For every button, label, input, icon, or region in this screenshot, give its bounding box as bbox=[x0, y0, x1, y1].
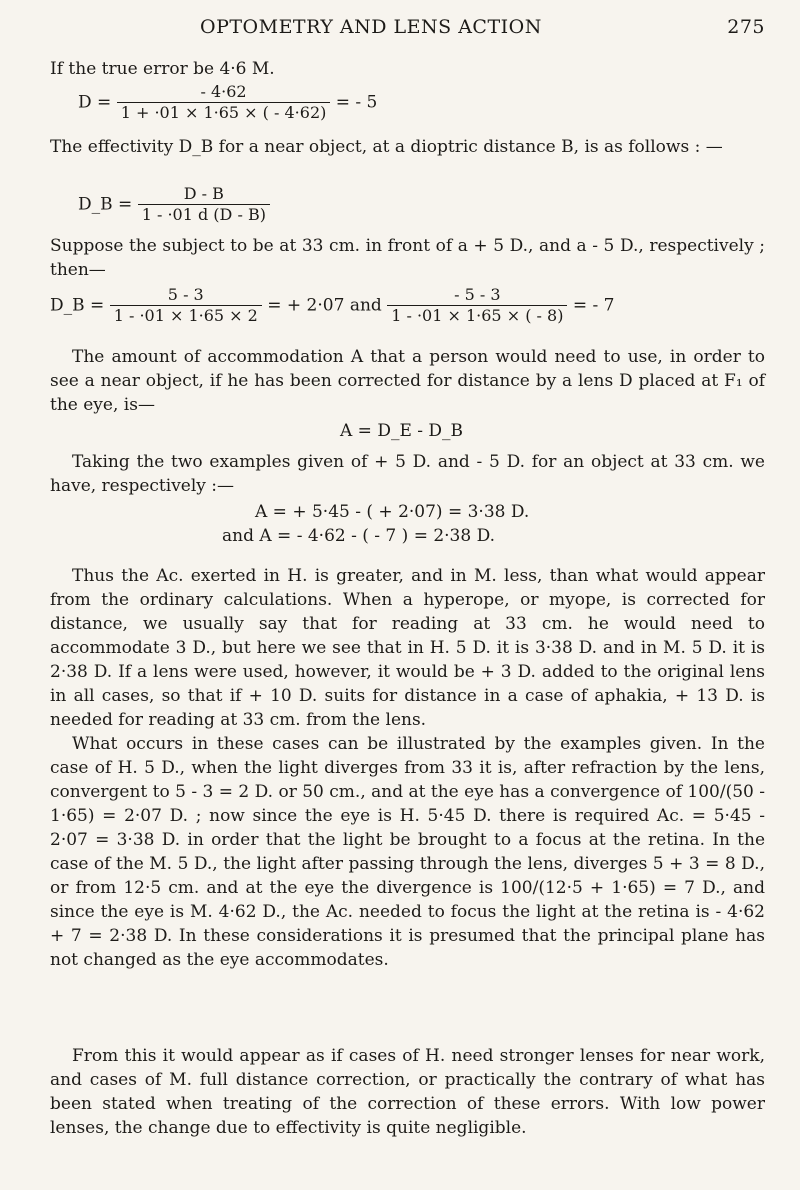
eq3-denominator-2: 1 - ·01 × 1·65 × ( - 8) bbox=[387, 305, 567, 326]
eq3-fraction-2 bbox=[387, 285, 567, 326]
eq2-numerator: D - B bbox=[183, 184, 224, 203]
eq3-denominator-1: 1 - ·01 × 1·65 × 2 bbox=[110, 305, 262, 326]
eq3-fraction-1 bbox=[110, 285, 262, 326]
suppose-text: Suppose the subject to be at 33 cm. in front of a + 5 D., and a - 5 D., respectively ; then— bbox=[50, 236, 765, 280]
amount-paragraph bbox=[50, 345, 765, 417]
taking-text: Taking the two examples given of + 5 D. and - 5 D. for an object at 33 cm. we have, respectively :— bbox=[50, 452, 765, 496]
eq1-rhs: = - 5 bbox=[335, 92, 378, 113]
eq3-lhs: D_B = bbox=[50, 295, 105, 316]
running-header bbox=[50, 16, 765, 46]
running-title: OPTOMETRY AND LENS ACTION bbox=[200, 16, 542, 38]
eq3-rhs: = - 7 bbox=[572, 295, 615, 316]
thus-text: Thus the Ac. exerted in H. is greater, and in M. less, than what would appear from the ordinary calculations. When a hyperope, or myope, is corrected for distance, we usually say that for reading at 33 cm. he would need to accommodate 3 D., but here we see that in H. 5 D. it is 3·38 D. and in M. 5 D. it is 2·38 D. If a lens were used, however, it would be + 3 D. added to the original lens in all cases, so that if + 10 D. suits for distance in a case of aphakia, + 13 D. is needed for reading at 33 cm. from the lens. bbox=[50, 566, 765, 730]
eq3-numerator-2: - 5 - 3 bbox=[454, 285, 501, 304]
what-paragraph bbox=[50, 732, 765, 972]
eq2-fraction bbox=[138, 184, 270, 225]
amount-text: The amount of accommodation A that a person would need to use, in order to see a near object, if he has been corrected for distance by a lens D placed at F₁ of the eye, is— bbox=[50, 347, 765, 415]
equation-4: A = D_E - D_B bbox=[340, 421, 464, 441]
eq1-lhs: D = bbox=[78, 92, 112, 113]
taking-paragraph bbox=[50, 450, 765, 498]
eq3-middle: = + 2·07 and bbox=[267, 295, 382, 316]
eq1-fraction bbox=[117, 82, 331, 123]
equation-3 bbox=[50, 285, 614, 326]
eq1-denominator: 1 + ·01 × 1·65 × ( - 4·62) bbox=[117, 102, 331, 123]
effectivity-paragraph bbox=[50, 135, 765, 159]
eq2-denominator: 1 - ·01 d (D - B) bbox=[138, 204, 270, 225]
equation-1 bbox=[78, 82, 377, 123]
suppose-paragraph bbox=[50, 234, 765, 282]
from-text: From this it would appear as if cases of H. need stronger lenses for near work, and cases of M. full distance correction, or practically the contrary of what has been stated when treating of the correction of these errors. With low power lenses, the change due to effectivity is quite negligible. bbox=[50, 1046, 765, 1138]
from-paragraph bbox=[50, 1044, 765, 1140]
eq2-lhs: D_B = bbox=[78, 194, 133, 215]
eq1-numerator: - 4·62 bbox=[200, 82, 247, 101]
equation-5a: A = + 5·45 - ( + 2·07) = 3·38 D. bbox=[255, 502, 530, 522]
thus-paragraph bbox=[50, 564, 765, 732]
effectivity-text: The effectivity D_B for a near object, at a dioptric distance B, is as follows : — bbox=[50, 137, 723, 157]
intro-line bbox=[50, 57, 765, 81]
what-text: What occurs in these cases can be illustrated by the examples given. In the case of H. 5 D., when the light diverges from 33 it is, after refraction by the lens, convergent to 5 - 3 = 2 D. or 50 cm., and at the eye has a convergence of 100/(50 - 1·65) = 2·07 D. ; now since the eye is H. 5·45 D. there is required Ac. = 5·45 - 2·07 = 3·38 D. in order that the light be brought to a focus at the retina. In the case of the M. 5 D., the light after passing through the lens, diverges 5 + 3 = 8 D., or from 12·5 cm. and at the eye the divergence is 100/(12·5 + 1·65) = 7 D., and since the eye is M. 4·62 D., the Ac. needed to focus the light at the retina is - 4·62 + 7 = 2·38 D. In these considerations it is presumed that the principal plane has not changed as the eye accommodates. bbox=[50, 734, 765, 970]
equation-5b: and A = - 4·62 - ( - 7 ) = 2·38 D. bbox=[222, 526, 496, 546]
page-number: 275 bbox=[727, 16, 765, 38]
intro-text: If the true error be 4·6 M. bbox=[50, 59, 275, 79]
equation-2 bbox=[78, 184, 270, 225]
eq3-numerator-1: 5 - 3 bbox=[167, 285, 204, 304]
